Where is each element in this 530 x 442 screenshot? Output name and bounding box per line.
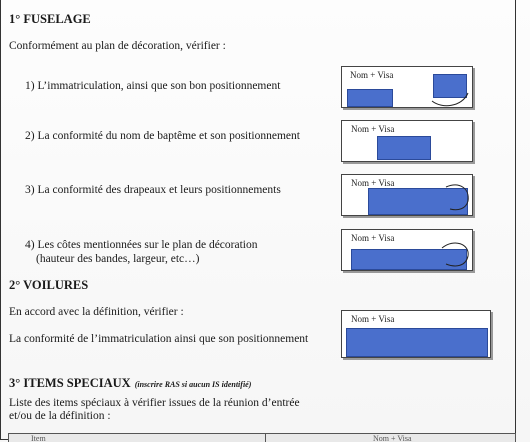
section1-item-2: 2) La conformité du nom de baptême et son positionnement: [25, 130, 300, 142]
redacted-name-signature: [346, 328, 488, 357]
signature-box-label: Nom + Visa: [351, 124, 395, 134]
signature-box-label: Nom + Visa: [351, 314, 395, 324]
section2-title: 2° VOILURES: [9, 278, 89, 292]
section3-text-line1: Liste des items spéciaux à vérifier issues de la réunion d’entrée: [9, 397, 300, 409]
signature-box-label: Nom + Visa: [351, 233, 395, 243]
signature-scribble-icon: [440, 179, 472, 213]
section3-note: (inscrire RAS si aucun IS identifié): [134, 380, 252, 389]
section1-item-1: 1) L’immatriculation, ainsi que son bon positionnement: [25, 80, 281, 92]
section3-title: 3° ITEMS SPECIAUX: [9, 376, 131, 390]
section1-intro: Conformément au plan de décoration, vérifier :: [9, 40, 226, 52]
table-col-item: Item: [31, 434, 46, 442]
section1-item-4-detail: (hauteur des bandes, largeur, etc…): [36, 253, 200, 265]
special-items-table-header: [8, 433, 516, 442]
section1-title: 1° FUSELAGE: [9, 12, 91, 26]
redacted-name: [347, 89, 393, 107]
signature-box-3[interactable]: [341, 174, 473, 216]
signature-box-5[interactable]: [341, 310, 491, 358]
signature-box-1[interactable]: [341, 66, 473, 108]
signature-box-2[interactable]: [341, 120, 473, 162]
section2-intro: En accord avec la définition, vérifier :: [9, 306, 184, 318]
signature-scribble-icon: [428, 79, 472, 107]
section1-item-3: 3) La conformité des drapeaux et leurs positionnements: [25, 184, 281, 196]
section1-item-4: 4) Les côtes mentionnées sur le plan de décoration: [25, 239, 258, 251]
section3-text-line2: et/ou de la définition :: [9, 410, 111, 422]
signature-box-label: Nom + Visa: [351, 178, 395, 188]
redacted-name-signature: [377, 136, 431, 160]
section2-item: La conformité de l’immatriculation ainsi que son positionnement: [9, 333, 309, 345]
table-divider: [265, 434, 266, 442]
signature-scribble-icon: [438, 236, 472, 270]
section3-header: [9, 374, 251, 392]
table-col-signature: Nom + Visa: [373, 434, 412, 442]
signature-box-4[interactable]: [341, 229, 473, 271]
signature-box-label: Nom + Visa: [350, 70, 394, 80]
